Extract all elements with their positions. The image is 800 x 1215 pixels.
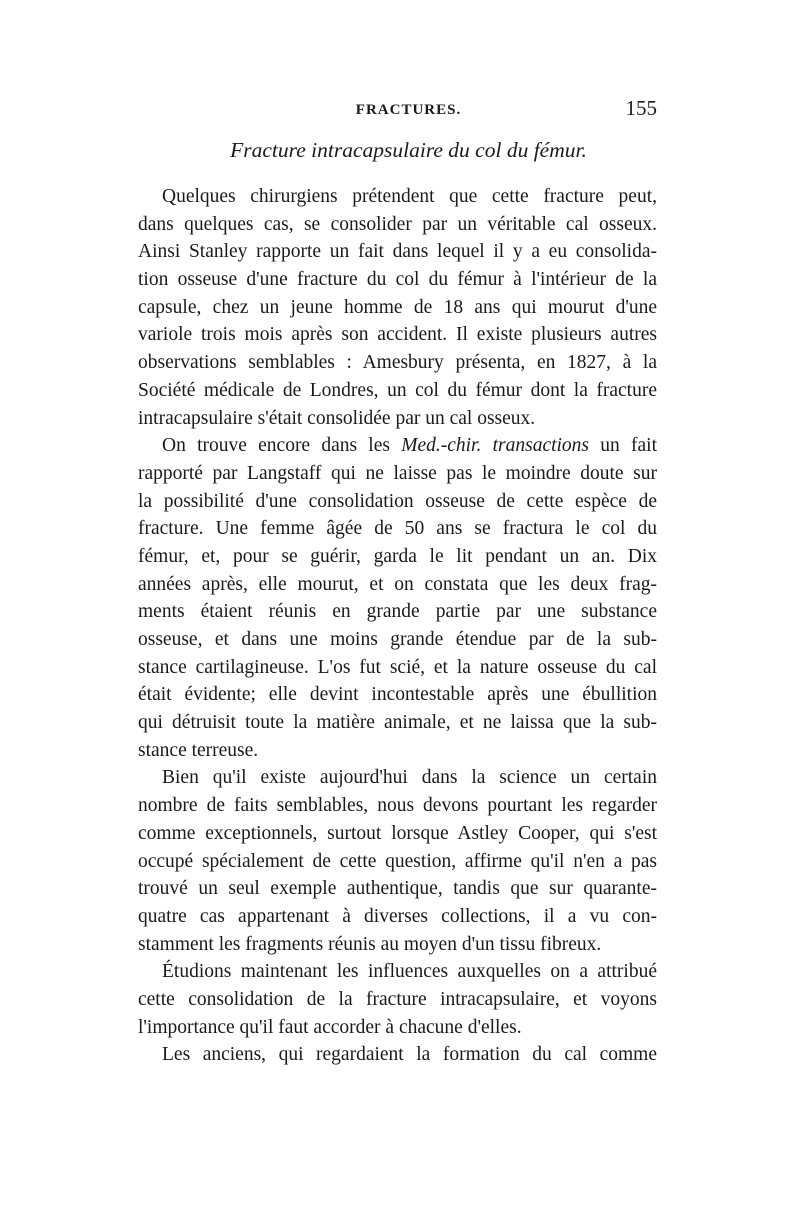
body-text: [138, 183, 657, 1069]
text-segment: rapporté par Langstaff qui ne laisse pas le moindre doute sur: [138, 462, 657, 484]
text-line: [138, 681, 657, 709]
text-line: [138, 515, 657, 543]
text-segment: Bien qu'il existe aujourd'hui dans la science un certain: [162, 767, 657, 789]
text-segment: dans quelques cas, se consolider par un véritable cal osseux.: [138, 213, 657, 235]
text-line: [138, 349, 657, 377]
text-line: [138, 211, 657, 239]
text-segment: Ainsi Stanley rapporte un fait dans lequel il y a eu consolida-: [138, 241, 657, 263]
text-line: [138, 1014, 657, 1042]
text-line: [138, 405, 657, 433]
text-segment: était évidente; elle devint incontestable après une ébullition: [138, 684, 657, 706]
text-line: [138, 737, 657, 765]
text-line: [138, 903, 657, 931]
text-segment: fracture. Une femme âgée de 50 ans se fractura le col du: [138, 518, 657, 540]
text-line: [138, 986, 657, 1014]
text-line: [138, 654, 657, 682]
text-segment: quatre cas appartenant à diverses collections, il a vu con-: [138, 905, 657, 927]
text-segment: intracapsulaire s'était consolidée par un cal osseux.: [138, 407, 536, 429]
text-segment: comme exceptionnels, surtout lorsque Astley Cooper, qui s'est: [138, 822, 657, 844]
text-line: [138, 294, 657, 322]
text-segment: osseuse, et dans une moins grande étendue par de la sub-: [138, 629, 657, 650]
running-head: [160, 96, 657, 126]
text-line: [138, 958, 657, 986]
text-segment: trouvé un seul exemple authentique, tandis que sur quarante-: [138, 878, 657, 900]
italic-title: Med.-chir. transactions: [401, 435, 590, 457]
text-line: [138, 709, 657, 737]
text-segment: années après, elle mourut, et on constata que les deux frag-: [138, 573, 657, 595]
text-segment: stance cartilagineuse. L'os fut scié, et la nature osseuse du cal: [138, 656, 657, 678]
text-line: [138, 488, 657, 516]
text-segment: tion osseuse d'une fracture du col du fémur à l'intérieur de la: [138, 269, 657, 291]
text-segment: nombre de faits semblables, nous devons pourtant les regarder: [138, 795, 657, 817]
text-segment: l'importance qu'il faut accorder à chacune d'elles.: [138, 1016, 522, 1038]
paragraph: [138, 432, 657, 764]
text-line: [138, 792, 657, 820]
page-number: 155: [625, 96, 657, 120]
running-title: FRACTURES.: [355, 102, 462, 118]
text-line: [138, 626, 657, 654]
text-segment: Quelques chirurgiens prétendent que cette fracture peut,: [162, 186, 657, 207]
paragraph: [138, 958, 657, 1041]
text-line: [138, 820, 657, 848]
text-segment: la possibilité d'une consolidation osseuse de cette espèce de: [138, 490, 657, 512]
text-segment: On trouve encore dans les: [162, 435, 402, 457]
text-segment: stamment les fragments réunis au moyen d'un tissu fibreux.: [138, 933, 602, 955]
paragraph: [138, 764, 657, 958]
text-segment: cette consolidation de la fracture intracapsulaire, et voyons: [138, 988, 657, 1010]
text-line: [138, 183, 657, 211]
text-line: [138, 1041, 657, 1069]
text-line: [138, 321, 657, 349]
paragraph: [138, 1041, 657, 1069]
text-segment: stance terreuse.: [138, 739, 259, 761]
text-line: [138, 764, 657, 792]
text-segment: qui détruisit toute la matière animale, et ne laissa que la sub-: [138, 712, 657, 734]
text-segment: Étudions maintenant les influences auxquelles on a attribué: [162, 961, 657, 983]
text-segment: ments étaient réunis en grande partie par une substance: [138, 601, 657, 623]
text-line: [138, 875, 657, 903]
text-line: [138, 543, 657, 571]
paragraph: [138, 183, 657, 432]
text-segment: Société médicale de Londres, un col du fémur dont la fracture: [138, 379, 657, 401]
text-segment: observations semblables : Amesbury présenta, en 1827, à la: [138, 352, 657, 374]
text-segment: un fait: [589, 435, 657, 457]
text-line: [138, 571, 657, 599]
text-line: [138, 377, 657, 405]
text-segment: fémur, et, pour se guérir, garda le lit pendant un an. Dix: [138, 545, 657, 567]
text-line: [138, 266, 657, 294]
text-line: [138, 460, 657, 488]
text-line: [138, 931, 657, 959]
section-title: Fracture intracapsulaire du col du fémur.: [230, 138, 587, 162]
text-segment: capsule, chez un jeune homme de 18 ans qui mourut d'une: [138, 296, 657, 318]
text-line: [138, 848, 657, 876]
text-segment: variole trois mois après son accident. Il existe plusieurs autres: [138, 324, 657, 346]
text-segment: occupé spécialement de cette question, affirme qu'il n'en a pas: [138, 850, 657, 872]
text-line: [138, 238, 657, 266]
text-segment: Les anciens, qui regardaient la formation du cal comme: [162, 1044, 657, 1066]
text-line: [138, 432, 657, 460]
text-line: [138, 598, 657, 626]
